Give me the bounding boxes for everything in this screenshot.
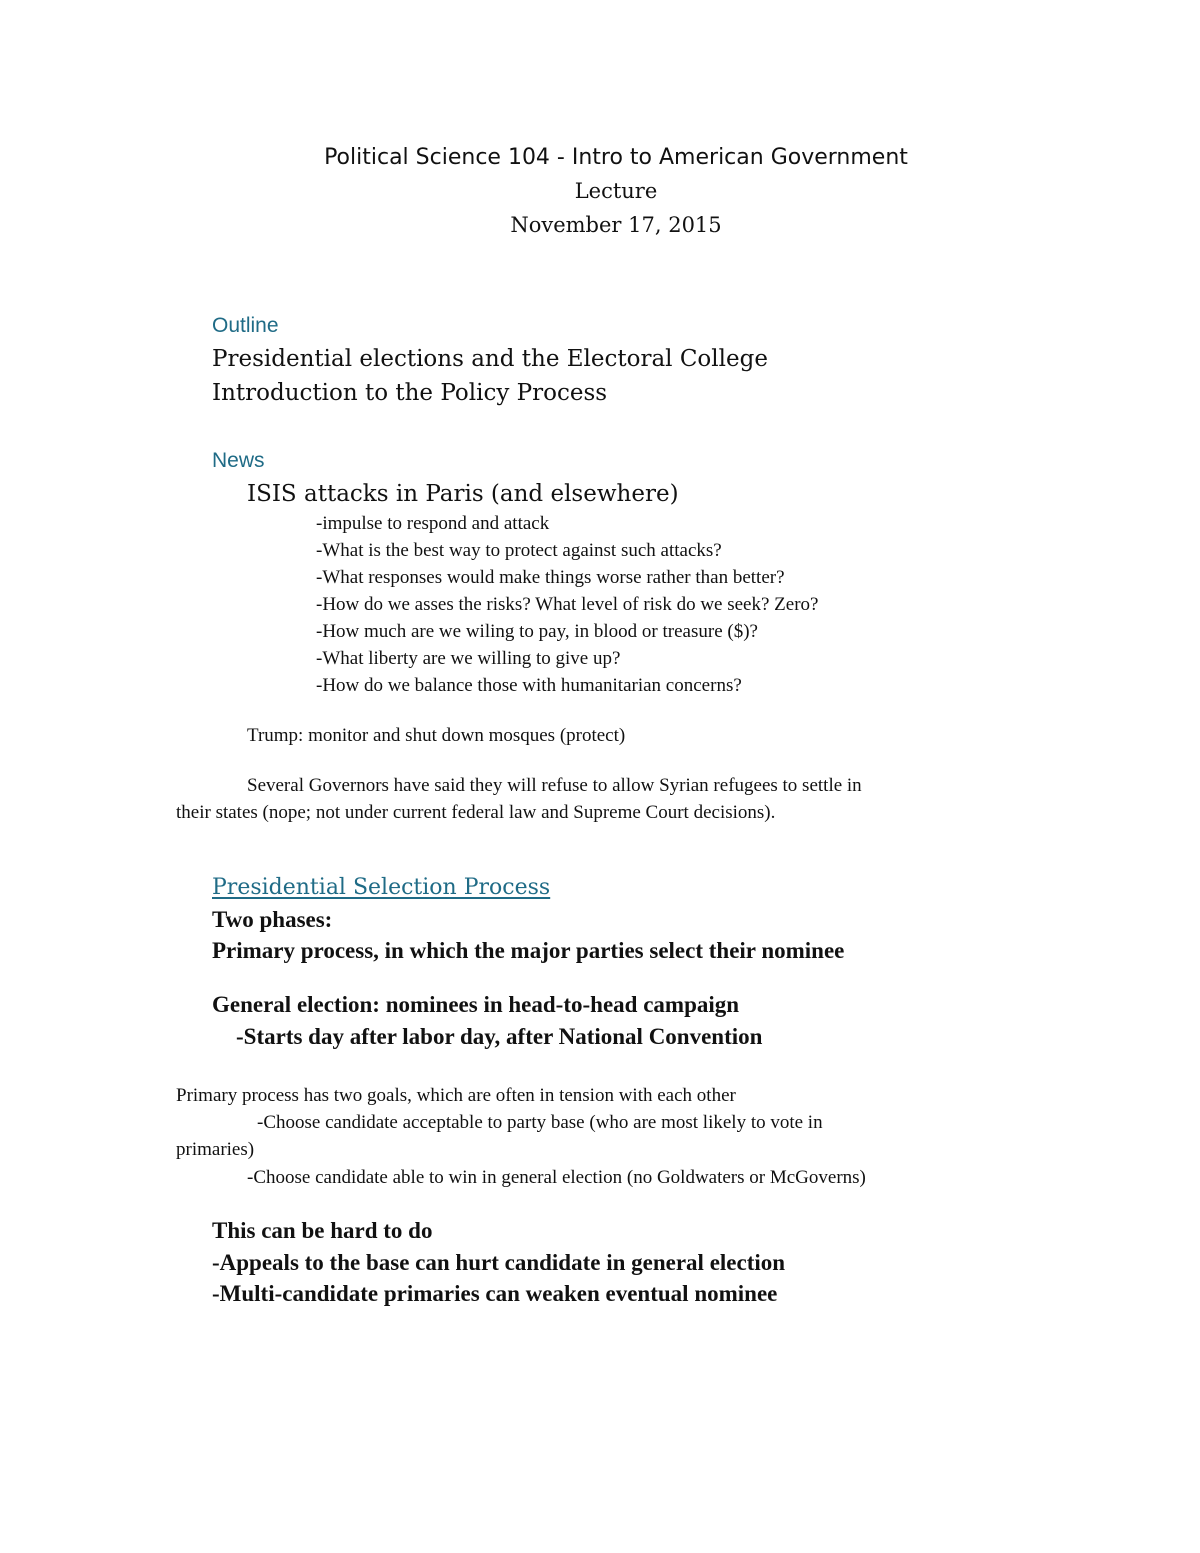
difficulty-point: -Multi-candidate primaries can weaken eventual nominee [212,1281,778,1306]
news-bullet: -What responses would make things worse rather than better? [316,567,785,588]
outline-heading: Outline [212,314,279,337]
news-bullet: -How do we asses the risks? What level of risk do we seek? Zero? [316,594,819,615]
governors-note-line2: their states (nope; not under current federal law and Supreme Court decisions). [176,802,776,823]
lecture-label: Lecture [574,179,658,203]
two-phases-label: Two phases: [212,907,333,932]
goals-intro: Primary process has two goals, which are often in tension with each other [176,1085,736,1106]
news-bullet: -How do we balance those with humanitarian concerns? [316,675,742,696]
goal-2: -Choose candidate able to win in general election (no Goldwaters or McGoverns) [247,1167,866,1188]
primary-process-line: Primary process, in which the major parties select their nominee [212,938,845,963]
difficulty-heading: This can be hard to do [212,1218,433,1243]
general-election-line: General election: nominees in head-to-head campaign [212,992,740,1017]
news-bullet: -What liberty are we willing to give up? [316,648,621,669]
news-bullet: -What is the best way to protect against such attacks? [316,540,722,561]
selection-heading: Presidential Selection Process [212,875,551,900]
goal-1-line2: primaries) [176,1139,255,1160]
course-title: Political Science 104 - Intro to American Government [324,145,908,170]
outline-item: Introduction to the Policy Process [212,380,608,406]
news-bullet: -How much are we wiling to pay, in blood or treasure ($)? [316,621,758,642]
trump-note: Trump: monitor and shut down mosques (protect) [247,725,626,746]
news-topic: ISIS attacks in Paris (and elsewhere) [247,481,679,507]
outline-item: Presidential elections and the Electoral College [212,346,768,372]
lecture-date: November 17, 2015 [510,213,722,237]
difficulty-point: -Appeals to the base can hurt candidate in general election [212,1250,786,1275]
governors-note-line1: Several Governors have said they will refuse to allow Syrian refugees to settle in [247,775,862,796]
goal-1-line1: -Choose candidate acceptable to party base (who are most likely to vote in [257,1112,823,1133]
news-heading: News [212,449,265,472]
news-bullet: -impulse to respond and attack [316,513,550,534]
convention-line: -Starts day after labor day, after National Convention [236,1024,763,1049]
